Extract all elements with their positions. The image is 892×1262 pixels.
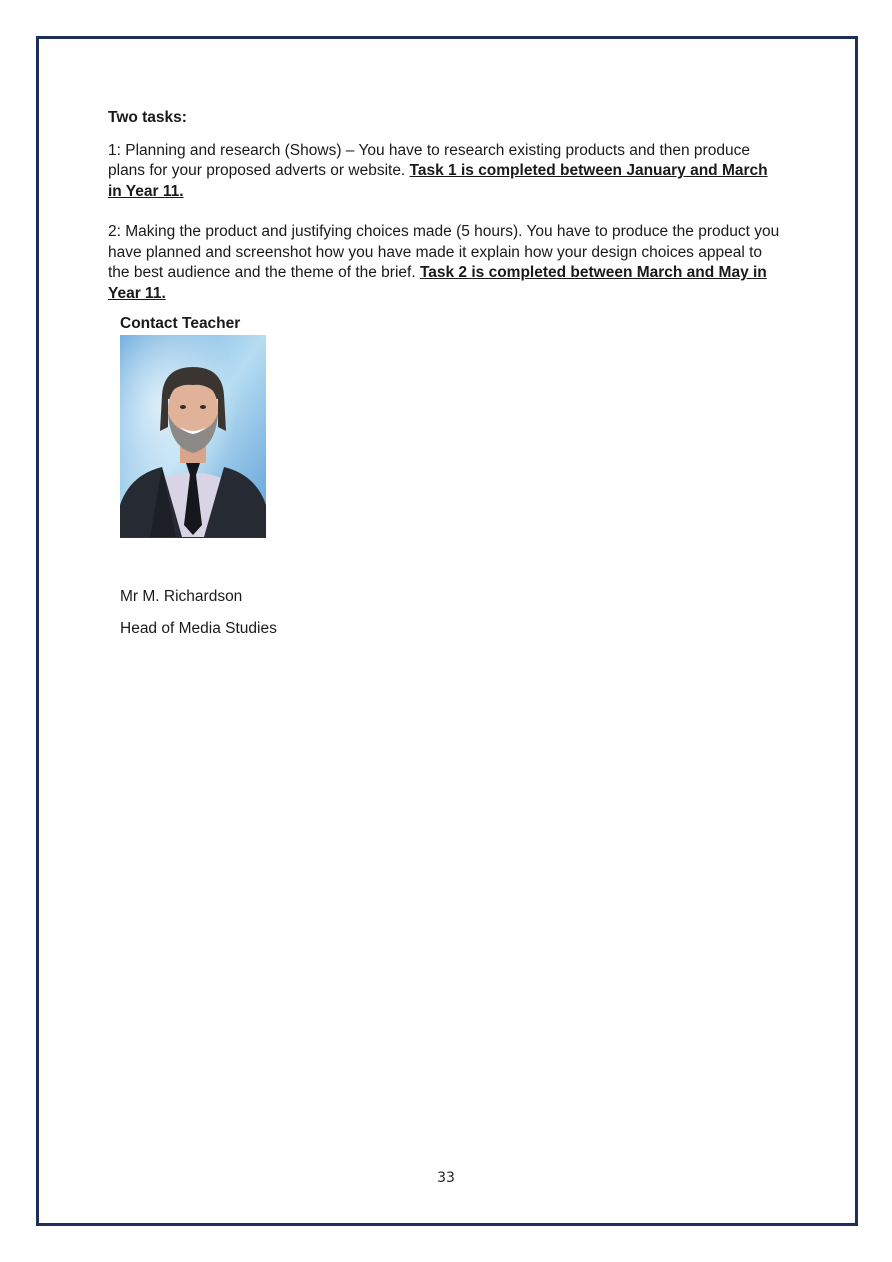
teacher-role: Head of Media Studies xyxy=(120,620,277,637)
task-2-paragraph xyxy=(108,222,780,304)
task-1-paragraph xyxy=(108,141,780,203)
tasks-heading: Two tasks: xyxy=(108,109,187,126)
teacher-photo xyxy=(120,335,266,538)
tasks-section xyxy=(108,100,780,304)
task-2-text: 2: Making the product and justifying choices made (5 hours). You have to produce the product you have planned and screenshot how you have made it explain how your design choices appeal to the best audience and the theme of the brief. xyxy=(108,223,780,281)
contact-teacher-heading: Contact Teacher xyxy=(120,315,241,332)
teacher-name: Mr M. Richardson xyxy=(120,588,243,605)
page-number: 33 xyxy=(437,1170,455,1186)
task-2-deadline: Task 2 is completed between March and May in Year 11. xyxy=(108,264,767,302)
task-1-text: 1: Planning and research (Shows) – You have to research existing products and then produce plans for your proposed adverts or website. xyxy=(108,141,750,179)
task-1-deadline: Task 1 is completed between January and March in Year 11. xyxy=(108,162,768,200)
